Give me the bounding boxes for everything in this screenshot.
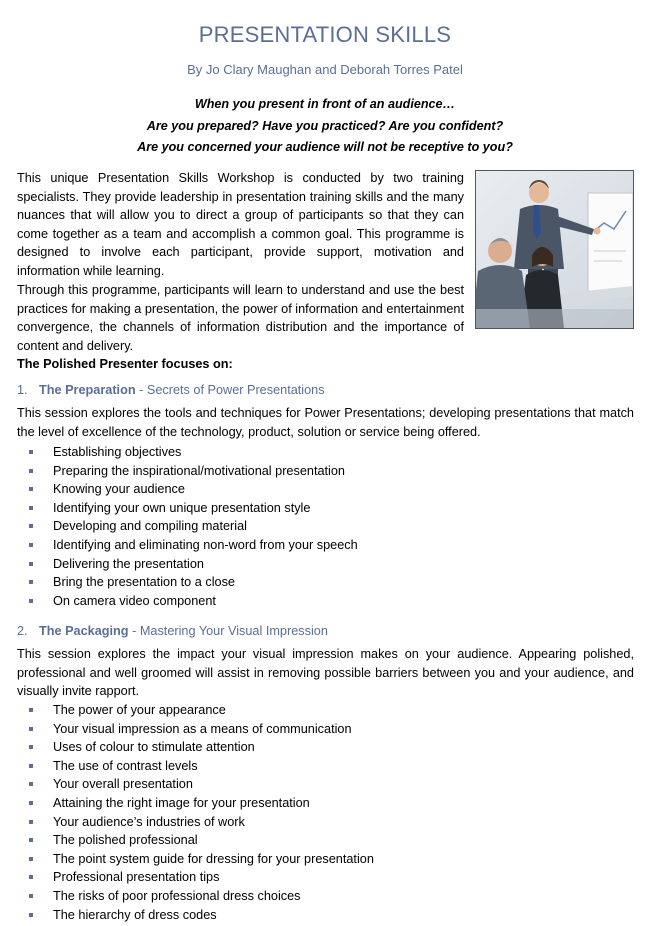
section-subtitle: - Mastering Your Visual Impression [128,624,328,638]
square-bullet-icon [29,580,33,584]
section-bullet-list [29,443,358,610]
list-item: Knowing your audience [29,480,358,499]
list-item: The polished professional [29,831,374,850]
list-item: Your audience’s industries of work [29,813,374,832]
square-bullet-icon [29,708,33,712]
section-description: This session explores the impact your visual impression makes on your audience. Appearing polished, professional and well groomed will assist in removing possible barriers between you and your audience, and visually invite rapport. [17,647,634,699]
presenter-illustration [476,171,633,328]
square-bullet-icon [29,857,33,861]
presentation-photo [475,170,634,329]
square-bullet-icon [29,727,33,731]
square-bullet-icon [29,782,33,786]
square-bullet-icon [29,820,33,824]
authors-line: By Jo Clary Maughan and Deborah Torres Patel [187,62,463,77]
square-bullet-icon [29,801,33,805]
list-item: Delivering the presentation [29,555,358,574]
square-bullet-icon [29,469,33,473]
list-item: Professional presentation tips [29,868,374,887]
square-bullet-icon [29,506,33,510]
list-item: Your overall presentation [29,775,374,794]
tagline: When you present in front of an audience… [194,97,456,111]
section-title: The Preparation [39,383,136,397]
page-title: PRESENTATION SKILLS [198,22,452,47]
square-bullet-icon [29,543,33,547]
list-item: Identifying and eliminating non-word from your speech [29,536,358,555]
list-item: The hierarchy of dress codes [29,906,374,925]
taglines [0,94,650,159]
square-bullet-icon [29,450,33,454]
list-item: The point system guide for dressing for your presentation [29,850,374,869]
intro-paragraph: This unique Presentation Skills Workshop is conducted by two training specialists. They provide leadership in presentation training skills and the many nuances that will allow you to direct a group of participants so that they can come together as a team and accomplish a common goal. This programme is designed to involve each participant, provide support, motivation and information while learning. [17,171,464,278]
tagline: Are you prepared? Have you practiced? Are you confident? [146,118,504,133]
list-item: Identifying your own unique presentation style [29,499,358,518]
list-item: Attaining the right image for your presentation [29,794,374,813]
section-number: 2. [17,624,28,638]
square-bullet-icon [29,562,33,566]
square-bullet-icon [29,894,33,898]
section-subtitle: - Secrets of Power Presentations [135,383,325,397]
section-heading [17,383,325,397]
focus-heading: The Polished Presenter focuses on: [17,357,233,371]
section-title: The Packaging [39,624,129,638]
list-item: Establishing objectives [29,443,358,462]
square-bullet-icon [29,875,33,879]
list-item: Developing and compiling material [29,517,358,536]
square-bullet-icon [29,599,33,603]
section-bullet-list [29,701,374,924]
list-item: On camera video component [29,592,358,611]
square-bullet-icon [29,524,33,528]
list-item: Uses of colour to stimulate attention [29,738,374,757]
section-heading [17,624,328,638]
list-item: Preparing the inspirational/motivational presentation [29,462,358,481]
square-bullet-icon [29,764,33,768]
list-item: The power of your appearance [29,701,374,720]
list-item: Your visual impression as a means of communication [29,720,374,739]
square-bullet-icon [29,487,33,491]
square-bullet-icon [29,838,33,842]
list-item: The use of contrast levels [29,757,374,776]
section-description: This session explores the tools and techniques for Power Presentations; developing presentations that match the level of excellence of the technology, product, solution or service being offered. [17,406,634,439]
list-item: Bring the presentation to a close [29,573,358,592]
section-number: 1. [17,383,28,397]
square-bullet-icon [29,913,33,917]
square-bullet-icon [29,745,33,749]
intro-paragraph: Through this programme, participants will learn to understand and use the best practices for making a presentation, the power of information and entertainment convergence, the channels of information distribution and the importance of content and delivery. [17,283,464,353]
list-item: The risks of poor professional dress choices [29,887,374,906]
tagline: Are you concerned your audience will not be receptive to you? [137,140,513,154]
